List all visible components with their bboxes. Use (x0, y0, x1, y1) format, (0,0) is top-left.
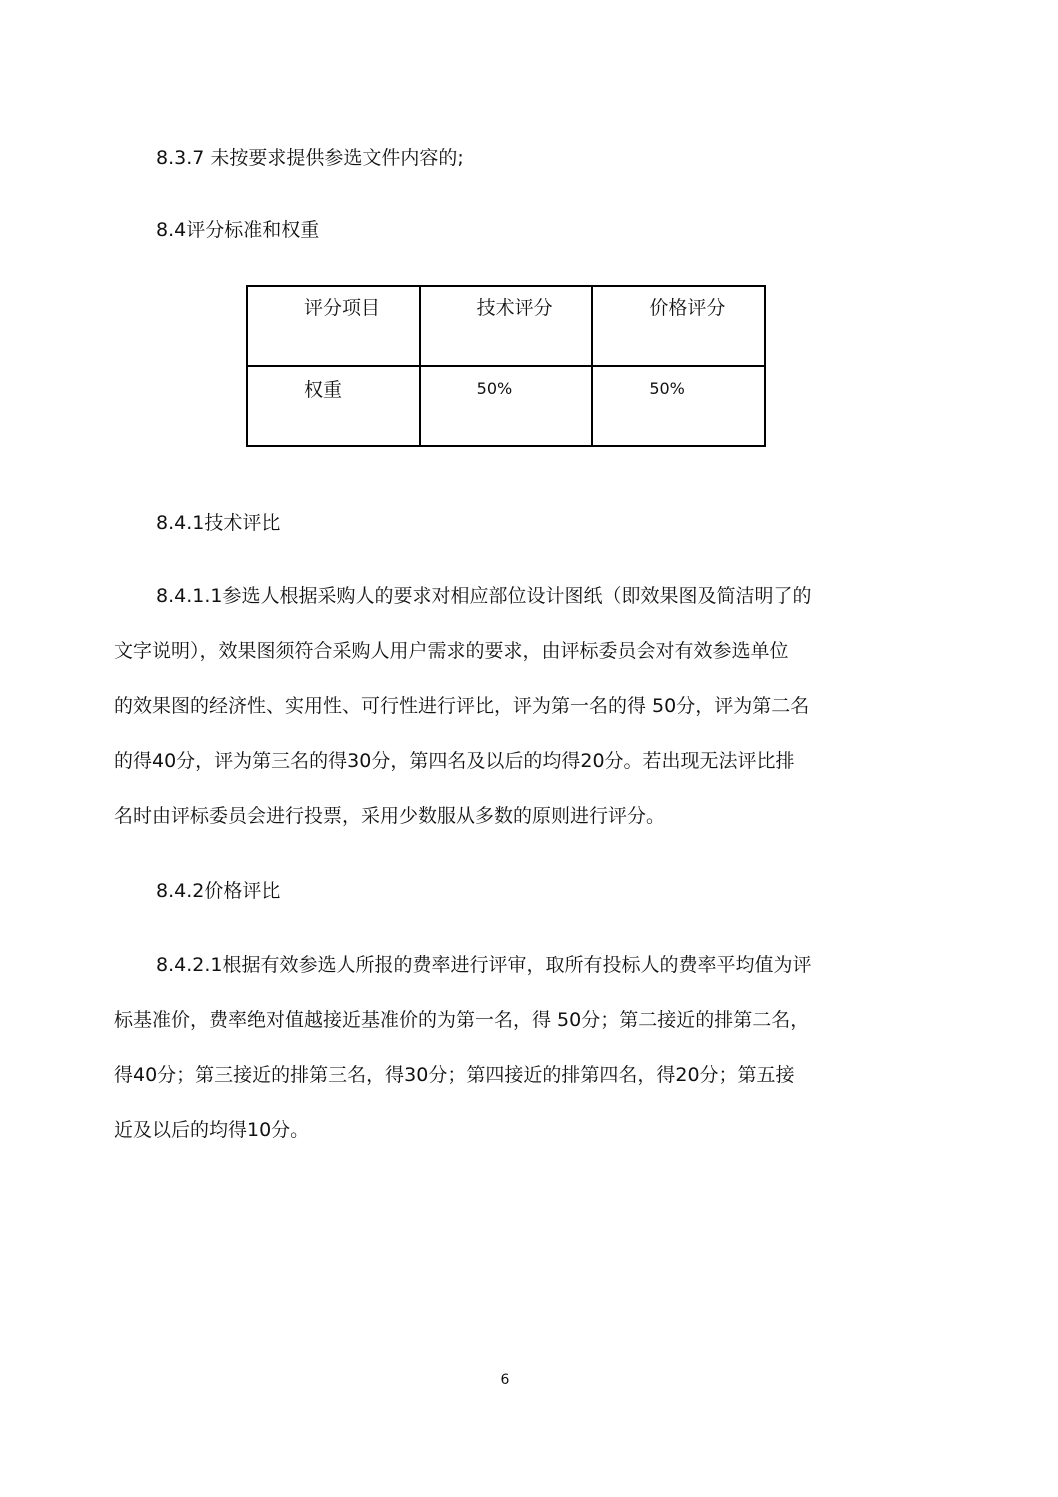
table-cell: 权重 (247, 366, 420, 446)
heading-8-4-1: 8.4.1技术评比 (156, 512, 281, 534)
clause-8-3-7: 8.3.7 未按要求提供参选文件内容的; (156, 147, 464, 169)
table-cell: 50% (592, 366, 765, 446)
paragraph-line: 的效果图的经济性、实用性、可行性进行评比，评为第一名的得 50分，评为第二名 (114, 695, 810, 717)
paragraph-line: 8.4.1.1参选人根据采购人的要求对相应部位设计图纸（即效果图及简洁明了的 (156, 585, 812, 607)
paragraph-line: 近及以后的均得10分。 (114, 1119, 310, 1141)
heading-8-4-2: 8.4.2价格评比 (156, 880, 281, 902)
paragraph-line: 名时由评标委员会进行投票，采用少数服从多数的原则进行评分。 (114, 805, 666, 827)
table-row (247, 366, 765, 446)
heading-8-4: 8.4评分标准和权重 (156, 219, 320, 241)
paragraph-line: 8.4.2.1根据有效参选人所报的费率进行评审，取所有投标人的费率平均值为评 (156, 954, 812, 976)
paragraph-line: 得40分；第三接近的排第三名，得30分；第四接近的排第四名，得20分；第五接 (114, 1064, 795, 1086)
table-cell: 50% (420, 366, 593, 446)
paragraph-line: 文字说明），效果图须符合采购人用户需求的要求，由评标委员会对有效参选单位 (114, 640, 789, 662)
paragraph-line: 标基准价，费率绝对值越接近基准价的为第一名，得 50分；第二接近的排第二名， (114, 1009, 810, 1031)
table-header-row (247, 286, 765, 366)
page-number: 6 (500, 1372, 510, 1388)
paragraph-line: 的得40分，评为第三名的得30分，第四名及以后的均得20分。若出现无法评比排 (114, 750, 795, 772)
table-header-cell: 价格评分 (592, 286, 765, 366)
table-header-cell: 技术评分 (420, 286, 593, 366)
scoring-weight-table (246, 285, 766, 447)
table-header-cell: 评分项目 (247, 286, 420, 366)
